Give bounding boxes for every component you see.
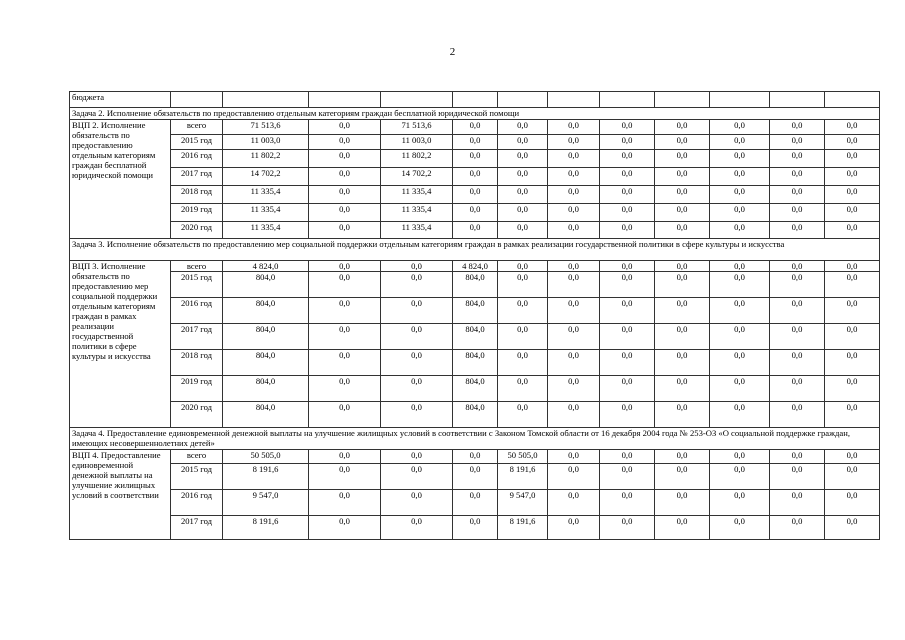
value-cell: 804,0 (223, 376, 309, 402)
data-row (70, 324, 880, 350)
value-cell: 0,0 (309, 135, 381, 150)
value-cell: 0,0 (825, 272, 880, 298)
value-cell: 0,0 (381, 261, 453, 272)
value-cell: 9 547,0 (498, 490, 548, 516)
value-cell: 0,0 (600, 450, 655, 464)
value-cell: 0,0 (770, 120, 825, 135)
value-cell: 0,0 (548, 261, 600, 272)
value-cell: 0,0 (825, 120, 880, 135)
value-cell: 0,0 (770, 490, 825, 516)
value-cell: 0,0 (498, 120, 548, 135)
value-cell: 0,0 (600, 186, 655, 204)
data-row (70, 150, 880, 168)
value-cell: 0,0 (498, 135, 548, 150)
value-cell: 0,0 (825, 261, 880, 272)
value-cell: 11 335,4 (223, 204, 309, 222)
value-cell: 11 802,2 (223, 150, 309, 168)
value-cell: 0,0 (453, 120, 498, 135)
value-cell: 0,0 (600, 135, 655, 150)
value-cell: 0,0 (498, 324, 548, 350)
value-cell: 0,0 (600, 490, 655, 516)
value-cell: 0,0 (309, 376, 381, 402)
value-cell: 0,0 (381, 272, 453, 298)
value-cell: 0,0 (825, 204, 880, 222)
value-cell: 0,0 (710, 150, 770, 168)
value-cell: 0,0 (309, 272, 381, 298)
value-cell: 0,0 (710, 490, 770, 516)
task-title: Задача 4. Предоставление единовременной денежной выплаты на улучшение жилищных условий в соответствии с Законом Томской области от 16 декабря 2004 года № 253-ОЗ «О социальной поддержке граждан, имеющих несовершеннолетних детей» (70, 428, 880, 450)
value-cell: 0,0 (600, 298, 655, 324)
value-cell: 0,0 (600, 150, 655, 168)
value-cell: 0,0 (600, 350, 655, 376)
value-cell: 0,0 (453, 135, 498, 150)
value-cell: 0,0 (655, 376, 710, 402)
value-cell: 0,0 (548, 298, 600, 324)
value-cell: 0,0 (770, 516, 825, 540)
value-cell: 14 702,2 (223, 168, 309, 186)
value-cell: 11 003,0 (381, 135, 453, 150)
value-cell: 804,0 (453, 376, 498, 402)
period-cell: 2019 год (171, 204, 223, 222)
value-cell: 0,0 (381, 490, 453, 516)
value-cell: 804,0 (453, 350, 498, 376)
value-cell: 0,0 (453, 186, 498, 204)
value-cell: 0,0 (770, 324, 825, 350)
value-cell: 0,0 (309, 222, 381, 239)
value-cell: 0,0 (309, 150, 381, 168)
value-cell: 0,0 (498, 204, 548, 222)
value-cell: 0,0 (770, 402, 825, 428)
task-title: Задача 2. Исполнение обязательств по предоставлению отдельным категориям граждан бесплатной юридической помощи (70, 108, 880, 120)
task-title-row (70, 108, 880, 120)
value-cell: 0,0 (600, 222, 655, 239)
value-cell: 0,0 (710, 298, 770, 324)
value-cell: 0,0 (548, 450, 600, 464)
value-cell: 0,0 (825, 135, 880, 150)
value-cell: 0,0 (600, 168, 655, 186)
task-title: Задача 3. Исполнение обязательств по предоставлению мер социальной поддержки отдельным категориям граждан в рамках реализации государственной политики в сфере культуры и искусства (70, 239, 880, 261)
value-cell: 0,0 (825, 464, 880, 490)
value-cell: 0,0 (825, 376, 880, 402)
value-cell: 0,0 (309, 490, 381, 516)
value-cell: 0,0 (309, 516, 381, 540)
value-cell: 0,0 (710, 120, 770, 135)
value-cell: 0,0 (825, 350, 880, 376)
value-cell: 0,0 (655, 135, 710, 150)
page-number: 2 (449, 46, 456, 58)
value-cell: 0,0 (548, 324, 600, 350)
value-cell: 0,0 (381, 402, 453, 428)
period-cell: 2020 год (171, 222, 223, 239)
data-row (70, 186, 880, 204)
value-cell: 0,0 (498, 261, 548, 272)
value-cell: 0,0 (498, 186, 548, 204)
value-cell: 0,0 (655, 324, 710, 350)
value-cell: 0,0 (710, 261, 770, 272)
value-cell: 8 191,6 (498, 516, 548, 540)
value-cell: 71 513,6 (223, 120, 309, 135)
period-cell: 2015 год (171, 464, 223, 490)
value-cell: 0,0 (655, 186, 710, 204)
value-cell: 0,0 (381, 516, 453, 540)
value-cell: 0,0 (381, 350, 453, 376)
value-cell: 0,0 (498, 376, 548, 402)
value-cell: 0,0 (655, 516, 710, 540)
value-cell: 0,0 (600, 464, 655, 490)
data-row (70, 516, 880, 540)
period-cell: 2015 год (171, 272, 223, 298)
value-cell: 8 191,6 (223, 464, 309, 490)
value-cell: 0,0 (825, 168, 880, 186)
value-cell: 0,0 (655, 402, 710, 428)
value-cell: 8 191,6 (498, 464, 548, 490)
task-title-row (70, 239, 880, 261)
value-cell: 0,0 (655, 222, 710, 239)
value-cell: 0,0 (309, 450, 381, 464)
value-cell: 0,0 (309, 204, 381, 222)
value-cell: 0,0 (453, 222, 498, 239)
value-cell: 11 003,0 (223, 135, 309, 150)
value-cell: 11 335,4 (223, 186, 309, 204)
value-cell: 0,0 (453, 450, 498, 464)
value-cell: 0,0 (770, 204, 825, 222)
value-cell: 0,0 (381, 298, 453, 324)
value-cell: 0,0 (710, 350, 770, 376)
value-cell: 0,0 (655, 490, 710, 516)
value-cell: 0,0 (309, 324, 381, 350)
value-cell: 0,0 (309, 298, 381, 324)
value-cell: 0,0 (655, 450, 710, 464)
value-cell: 0,0 (710, 464, 770, 490)
value-cell: 0,0 (600, 516, 655, 540)
period-cell: 2016 год (171, 298, 223, 324)
period-cell: 2016 год (171, 150, 223, 168)
program-name: ВЦП 3. Исполнение обязательств по предоставлению мер социальной поддержки отдельным категориям граждан в рамках реализации государственной политики в сфере культуры и искусства (70, 261, 171, 428)
value-cell: 804,0 (453, 324, 498, 350)
value-cell: 0,0 (498, 350, 548, 376)
value-cell: 0,0 (453, 204, 498, 222)
program-name: ВЦП 4. Предоставление единовременной денежной выплаты на улучшение жилищных условий в соответствии (70, 450, 171, 540)
value-cell: 0,0 (309, 261, 381, 272)
value-cell: 0,0 (770, 376, 825, 402)
period-cell: 2017 год (171, 324, 223, 350)
value-cell: 0,0 (770, 450, 825, 464)
period-cell: 2017 год (171, 516, 223, 540)
value-cell: 0,0 (710, 222, 770, 239)
value-cell: 0,0 (770, 261, 825, 272)
value-cell: 0,0 (453, 168, 498, 186)
value-cell: 0,0 (825, 516, 880, 540)
value-cell: 50 505,0 (498, 450, 548, 464)
data-row (70, 120, 880, 135)
value-cell: 0,0 (710, 168, 770, 186)
value-cell: 0,0 (548, 272, 600, 298)
value-cell: 804,0 (223, 272, 309, 298)
value-cell: 0,0 (309, 168, 381, 186)
value-cell: 0,0 (453, 516, 498, 540)
value-cell: 0,0 (770, 298, 825, 324)
value-cell: 0,0 (770, 272, 825, 298)
value-cell: 0,0 (655, 350, 710, 376)
value-cell: 0,0 (548, 150, 600, 168)
value-cell: 0,0 (825, 222, 880, 239)
value-cell: 0,0 (548, 402, 600, 428)
value-cell: 0,0 (600, 204, 655, 222)
value-cell: 804,0 (453, 272, 498, 298)
value-cell: 0,0 (770, 135, 825, 150)
program-name: ВЦП 2. Исполнение обязательств по предоставлению отдельным категориям граждан бесплатной юридической помощи (70, 120, 171, 239)
value-cell: 0,0 (309, 350, 381, 376)
value-cell: 0,0 (710, 324, 770, 350)
period-cell: всего (171, 450, 223, 464)
data-row (70, 272, 880, 298)
value-cell: 11 335,4 (381, 222, 453, 239)
value-cell: 0,0 (825, 150, 880, 168)
value-cell: 0,0 (710, 204, 770, 222)
value-cell: 0,0 (600, 272, 655, 298)
value-cell: 0,0 (710, 402, 770, 428)
value-cell: 0,0 (548, 168, 600, 186)
value-cell: 0,0 (825, 298, 880, 324)
period-cell: 2015 год (171, 135, 223, 150)
value-cell: 0,0 (710, 450, 770, 464)
value-cell: 0,0 (770, 350, 825, 376)
value-cell: 0,0 (309, 402, 381, 428)
value-cell: 71 513,6 (381, 120, 453, 135)
value-cell: 0,0 (309, 186, 381, 204)
value-cell: 0,0 (600, 261, 655, 272)
data-row (70, 464, 880, 490)
period-cell: 2018 год (171, 186, 223, 204)
value-cell: 0,0 (655, 204, 710, 222)
value-cell: 0,0 (655, 272, 710, 298)
value-cell: 0,0 (548, 204, 600, 222)
value-cell: 8 191,6 (223, 516, 309, 540)
value-cell: 0,0 (770, 186, 825, 204)
value-cell: 0,0 (825, 402, 880, 428)
value-cell: 0,0 (548, 120, 600, 135)
data-row (70, 490, 880, 516)
value-cell: 0,0 (770, 150, 825, 168)
value-cell: 0,0 (381, 450, 453, 464)
value-cell: 9 547,0 (223, 490, 309, 516)
value-cell: 0,0 (453, 490, 498, 516)
value-cell: 0,0 (655, 298, 710, 324)
value-cell: 804,0 (223, 402, 309, 428)
value-cell: 0,0 (710, 516, 770, 540)
value-cell: 11 335,4 (381, 204, 453, 222)
value-cell: 0,0 (710, 135, 770, 150)
value-cell: 804,0 (453, 298, 498, 324)
value-cell: 0,0 (309, 120, 381, 135)
value-cell: 0,0 (548, 490, 600, 516)
value-cell: 0,0 (770, 464, 825, 490)
data-row (70, 298, 880, 324)
data-row (70, 135, 880, 150)
value-cell: 0,0 (548, 186, 600, 204)
value-cell: 0,0 (309, 464, 381, 490)
value-cell: 0,0 (825, 450, 880, 464)
value-cell: 0,0 (381, 464, 453, 490)
data-row (70, 168, 880, 186)
period-cell: 2020 год (171, 402, 223, 428)
value-cell: 0,0 (548, 516, 600, 540)
value-cell: 0,0 (770, 168, 825, 186)
value-cell: 0,0 (381, 376, 453, 402)
value-cell: 0,0 (498, 150, 548, 168)
data-row (70, 402, 880, 428)
value-cell: 0,0 (600, 324, 655, 350)
value-cell: 0,0 (498, 402, 548, 428)
value-cell: 804,0 (223, 324, 309, 350)
data-row (70, 450, 880, 464)
value-cell: 804,0 (223, 350, 309, 376)
value-cell: 4 824,0 (223, 261, 309, 272)
period-cell: 2018 год (171, 350, 223, 376)
period-cell: всего (171, 261, 223, 272)
value-cell: 0,0 (600, 376, 655, 402)
value-cell: 0,0 (600, 120, 655, 135)
period-cell: 2016 год (171, 490, 223, 516)
budget-table (69, 91, 880, 540)
task-title-row (70, 428, 880, 450)
value-cell: 0,0 (770, 222, 825, 239)
value-cell: 0,0 (548, 464, 600, 490)
value-cell: 0,0 (498, 272, 548, 298)
value-cell: 0,0 (655, 261, 710, 272)
value-cell: 0,0 (453, 464, 498, 490)
value-cell: 0,0 (655, 464, 710, 490)
value-cell: 0,0 (453, 150, 498, 168)
data-row (70, 204, 880, 222)
value-cell: 0,0 (548, 135, 600, 150)
carry-row-label: бюджета (70, 92, 171, 108)
value-cell: 0,0 (498, 298, 548, 324)
value-cell: 0,0 (825, 490, 880, 516)
value-cell: 11 335,4 (381, 186, 453, 204)
value-cell: 0,0 (498, 168, 548, 186)
value-cell: 0,0 (710, 186, 770, 204)
value-cell: 0,0 (655, 150, 710, 168)
data-row (70, 376, 880, 402)
value-cell: 0,0 (655, 120, 710, 135)
value-cell: 11 802,2 (381, 150, 453, 168)
period-cell: 2017 год (171, 168, 223, 186)
value-cell: 0,0 (600, 402, 655, 428)
period-cell: 2019 год (171, 376, 223, 402)
value-cell: 4 824,0 (453, 261, 498, 272)
value-cell: 0,0 (710, 376, 770, 402)
data-row (70, 261, 880, 272)
value-cell: 804,0 (453, 402, 498, 428)
value-cell: 0,0 (548, 376, 600, 402)
value-cell: 11 335,4 (223, 222, 309, 239)
data-row (70, 222, 880, 239)
value-cell: 0,0 (548, 222, 600, 239)
data-row (70, 350, 880, 376)
value-cell: 0,0 (655, 168, 710, 186)
value-cell: 0,0 (548, 350, 600, 376)
value-cell: 804,0 (223, 298, 309, 324)
value-cell: 0,0 (498, 222, 548, 239)
period-cell: всего (171, 120, 223, 135)
value-cell: 50 505,0 (223, 450, 309, 464)
value-cell: 0,0 (710, 272, 770, 298)
value-cell: 0,0 (381, 324, 453, 350)
value-cell: 14 702,2 (381, 168, 453, 186)
value-cell: 0,0 (825, 186, 880, 204)
value-cell: 0,0 (825, 324, 880, 350)
carry-row (70, 92, 880, 108)
